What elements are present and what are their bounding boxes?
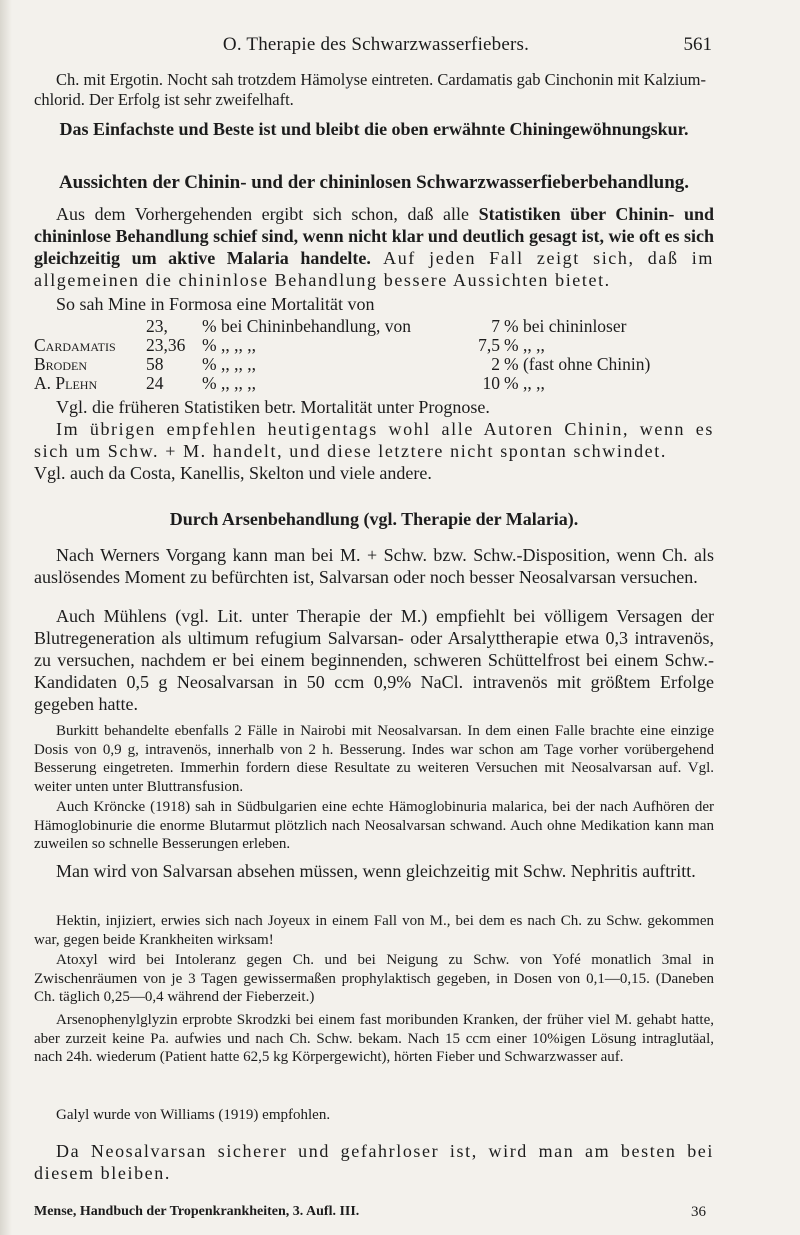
label-cell: % (fast ohne Chinin) (504, 354, 651, 374)
arsenic-para-2: Auch Mühlens (vgl. Lit. unter Therapie der M.) empfiehlt bei völligem Versagen der Blutregeneration als ultimum refugium Salvarsan- oder Arsalyttherapie etwa 0,3 intravenös, zu versuchen, nachdem er bei einem beginnenden, schweren Schüttelfrost bei einem Schw.-Kandidaten 0,5 g Neosalvarsan in 50 ccm 0,9% NaCl. intravenös mit größtem Erfolge gegeben hatte. (34, 606, 714, 714)
running-header (40, 34, 712, 58)
arsenic-para-4: Auch Kröncke (1918) sah in Südbulgarien eine echte Hämoglobinuria malarica, bei der nach Aufhören der Hämoglobinurie die enorme Blutarmut plötzlich nach Neosalvarsan schwand. Auch ohne Medikation kann man zuweilen so schnelle Besserungen erleben. (34, 799, 714, 852)
arsenic-para-3-block (34, 722, 714, 796)
intro-line-1: Ch. mit Ergotin. Nocht sah trotzdem Hämolyse eintreten. Cardamatis gab Cinchonin mit Kalzium- (56, 70, 706, 89)
arsenic-para-10-block (34, 1140, 714, 1184)
prognosis-para-1-c: Auf jeden Fall zeigt sich, daß im allgemeinen die chininlose Behandlung bessere Aussichten bietet. (34, 248, 714, 290)
page-footer (34, 1204, 706, 1220)
arsenic-para-6-block (34, 912, 714, 949)
label-cell: % ,, ,, (504, 335, 545, 355)
mortality-table-wrap (34, 317, 714, 393)
arsenic-para-5: Man wird von Salvarsan absehen müssen, wenn gleichzeitig mit Schw. Nephritis auftritt. (56, 861, 696, 881)
label-cell: % ,, ,, ,, (202, 354, 256, 374)
prognosis-para-4: Im übrigen empfehlen heutigentags wohl alle Autoren Chinin, wenn es sich um Schw. + M. handelt, und diese letztere nicht spontan schwindet. (34, 419, 714, 461)
label-cell: % ,, ,, (504, 373, 545, 393)
intro-bold-block (34, 118, 714, 140)
arsenic-para-1-block (34, 544, 714, 588)
section-prognosis (34, 172, 714, 194)
author-cell (34, 317, 146, 336)
mortality-table (34, 317, 654, 393)
prognosis-para-1-a: Aus dem Vorhergehenden ergibt sich schon, daß alle (56, 204, 479, 224)
prognosis-para-1 (34, 203, 714, 291)
arsenic-para-2-block (34, 605, 714, 715)
prognosis-para-5-block (34, 462, 714, 484)
footer-citation: Mense, Handbuch der Tropenkrankheiten, 3. Aufl. III. (34, 1204, 360, 1219)
prognosis-para-2-block (34, 293, 714, 315)
prognosis-para-1-b: Statistiken über Chinin- und chininlose Behandlung schief sind, wenn nicht klar und deutlich gesagt ist, wie oft es sich gleichzeitig um aktive Malaria handelte. (34, 204, 715, 268)
arsenic-para-8: Arsenophenylglyzin erprobte Skrodzki bei einem fast moribunden Kranken, der früher viel M. gehabt hatte, aber zurzeit keine Pa. aufwies und nach Ch. Schw. bekam. Nach 15 ccm einer 10%igen Lösung intraglutäal, nach 24h. wiederum (Patient hatte 62,5 kg Körpergewicht), hörten Fieber und Schwarzwasser auf. (34, 1012, 714, 1065)
prognosis-para-5: Vgl. auch da Costa, Kanellis, Skelton und viele andere. (34, 463, 432, 483)
arsenic-para-10: Da Neosalvarsan sicherer und gefahrloser ist, wird man am besten bei diesem bleiben. (34, 1141, 714, 1183)
intro-block (34, 70, 714, 110)
label-cell: % ,, ,, ,, (202, 373, 256, 393)
value-cell: 23,36 (146, 335, 186, 355)
section-arsenic (34, 508, 714, 530)
arsenic-para-1: Nach Werners Vorgang kann man bei M. + Schw. bzw. Schw.-Disposition, wenn Ch. als auslösendes Moment zu befürchten ist, Salvarsan oder noch besser Neosalvarsan versuchen. (34, 545, 714, 587)
value-cell: 58 (146, 354, 164, 374)
value-cell: 7 (491, 316, 500, 336)
author-cell: Broden (34, 354, 88, 374)
mortality-row (34, 336, 654, 355)
arsenic-para-7-block (34, 951, 714, 1007)
value-cell: 7,5 (478, 335, 500, 355)
arsenic-para-6: Hektin, injiziert, erwies sich nach Joyeux in einem Fall von M., bei dem es nach Ch. zu Schw. gekommen war, gegen beide Krankheiten wirksam! (34, 913, 714, 948)
arsenic-para-7: Atoxyl wird bei Intoleranz gegen Ch. und bei Neigung zu Schw. von Yofé monatlich 3mal in Zwischenräumen von je 3 Tagen gewissermaßen prophylaktisch gegeben, in Dosen von 0,1—0,15. (Daneben Ch. täglich 0,25—0,4 während der Fieberzeit.) (34, 952, 714, 1005)
running-title: O. Therapie des Schwarzwasserfiebers. (222, 34, 530, 55)
section-heading-arsenic: Durch Arsenbehandlung (vgl. Therapie der Malaria). (169, 509, 579, 529)
footer-signature: 36 (691, 1204, 706, 1220)
label-cell: % ,, ,, ,, (202, 335, 256, 355)
value-cell: 23, (146, 316, 168, 336)
arsenic-para-8-block (34, 1011, 714, 1067)
author-cell: A. Plehn (34, 373, 98, 393)
page-gutter-shadow (0, 0, 12, 1235)
label-cell: % bei chininloser (504, 316, 627, 336)
value-cell: 10 (482, 373, 500, 393)
arsenic-para-9: Galyl wurde von Williams (1919) empfohlen. (56, 1107, 331, 1123)
mortality-row (34, 317, 654, 336)
recommendation-bold-line: Das Einfachste und Beste ist und bleibt die oben erwähnte Chiningewöhnungskur. (59, 119, 689, 139)
value-cell: 24 (146, 373, 164, 393)
section-heading-prognosis: Aussichten der Chinin- und der chininlosen Schwarzwasserfieberbehandlung. (58, 172, 690, 193)
value-cell: 2 (491, 354, 500, 374)
arsenic-para-3: Burkitt behandelte ebenfalls 2 Fälle in Nairobi mit Neosalvarsan. In dem einen Falle brachte eine einzige Dosis von 0,9 g, intravenös, innerhalb von 2 h. Besserung. Indes war schon am Tage vorher vorübergehend Besserung eingetreten. Immerhin fordern diese Resultate zu weiteren Versuchen mit Neosalvarsan auf. Vgl. weiter unten unter Bluttransfusion. (34, 723, 714, 795)
prognosis-para-3: Vgl. die früheren Statistiken betr. Mortalität unter Prognose. (56, 397, 490, 417)
prognosis-para-2: So sah Mine in Formosa eine Mortalität von (56, 294, 375, 314)
arsenic-para-4-block (34, 798, 714, 854)
prognosis-para-4-block (34, 418, 714, 462)
mortality-row (34, 355, 654, 374)
intro-line-2: chlorid. Der Erfolg ist sehr zweifelhaft. (34, 90, 294, 109)
label-cell: % bei Chininbehandlung, von (202, 316, 412, 336)
author-cell: Cardamatis (34, 335, 116, 355)
arsenic-para-5-block (34, 860, 714, 882)
page-number: 561 (683, 34, 712, 55)
prognosis-para-3-block (34, 396, 714, 418)
arsenic-para-9-block (34, 1106, 714, 1125)
mortality-row (34, 374, 654, 393)
